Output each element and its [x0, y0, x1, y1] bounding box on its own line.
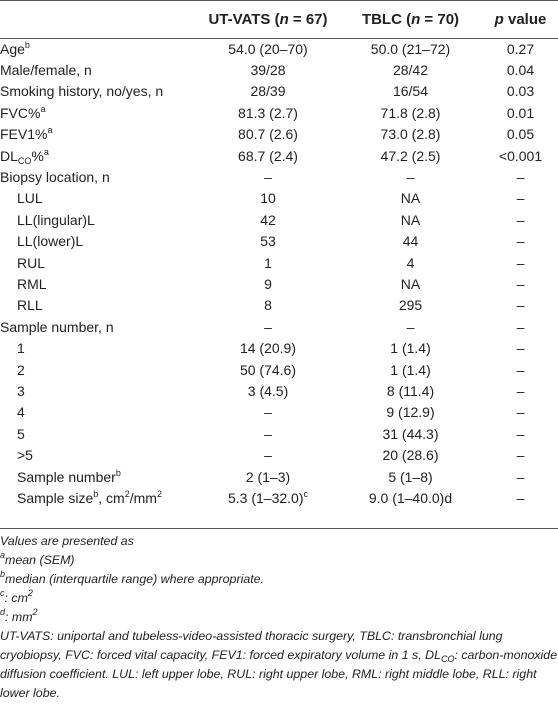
note-line: $^c$: $cm^2$: [0, 588, 33, 605]
p-value: –: [516, 190, 525, 207]
row-label: LL(lower)L: [17, 233, 84, 250]
utvats-value: –: [264, 447, 272, 464]
table-row: [0, 444, 558, 465]
table-row: [0, 81, 558, 102]
p-value: <0.001: [498, 147, 543, 164]
tblc-value: 73.0 (2.8): [380, 126, 441, 143]
row-label: $DL_{CO}\%^a$: [0, 146, 49, 166]
table-row: [0, 273, 558, 294]
utvats-value: –: [264, 425, 272, 442]
tblc-value: 9 (12.9): [386, 404, 435, 421]
p-value: –: [516, 361, 525, 378]
utvats-value: 80.7 (2.6): [238, 126, 298, 143]
row-label: RUL: [17, 254, 46, 271]
row-label: 2: [17, 361, 25, 378]
table-row: [0, 145, 558, 166]
table-footnotes: [0, 532, 558, 703]
row-label: Sample number$^b$: [17, 467, 121, 485]
p-value: 0.05: [506, 126, 535, 143]
p-value: –: [516, 447, 525, 464]
p-value: –: [516, 169, 525, 186]
table-row: [0, 359, 558, 380]
utvats-value: 28/39: [250, 83, 286, 100]
table-row: [0, 231, 558, 252]
note-line: $^a$mean (SEM): [0, 550, 75, 567]
row-label: FVC%$^a$: [0, 103, 46, 121]
tblc-value: 20 (28.6): [382, 447, 439, 464]
utvats-value: 9: [264, 275, 272, 292]
table-row: [0, 166, 558, 187]
p-value: –: [516, 404, 525, 421]
p-value: –: [516, 340, 525, 357]
utvats-value: –: [264, 169, 272, 186]
tblc-value: 1 (1.4): [390, 361, 431, 378]
p-value: 0.03: [506, 83, 535, 100]
row-label: Biopsy location, n: [0, 169, 110, 186]
note-line: Values are presented as: [0, 534, 134, 548]
table-row: [0, 487, 558, 508]
note-line: $^b$median (interquartile range) where appropriate.: [0, 569, 264, 586]
tblc-value: 9.0 (1–40.0)d: [368, 489, 453, 506]
row-label: Sample number, n: [0, 318, 114, 335]
row-label: RML: [17, 275, 47, 292]
tblc-value: 4: [406, 254, 415, 271]
utvats-value: 1: [264, 254, 272, 271]
tblc-value: 8 (11.4): [386, 382, 435, 399]
header-col-p: p value: [494, 10, 547, 28]
p-value: –: [516, 489, 525, 506]
utvats-value: 3 (4.5): [247, 382, 289, 399]
p-value: –: [516, 468, 525, 485]
tblc-value: 5 (1–8): [388, 468, 433, 485]
table-row: [0, 423, 558, 444]
p-value: –: [516, 211, 525, 228]
tblc-value: 28/42: [392, 62, 429, 79]
utvats-value: 53: [260, 233, 276, 250]
utvats-value: –: [264, 318, 272, 335]
utvats-value: 68.7 (2.4): [238, 147, 298, 164]
utvats-value: 14 (20.9): [239, 340, 297, 357]
row-label: 4: [17, 404, 25, 421]
row-label: Sample size$^b$, $cm^2/mm^2$: [17, 488, 162, 506]
tblc-value: 71.8 (2.8): [380, 104, 441, 121]
p-value: –: [516, 275, 525, 292]
tblc-value: NA: [400, 211, 421, 228]
tblc-value: –: [406, 169, 415, 186]
tblc-value: 50.0 (21–72): [370, 40, 451, 57]
tblc-value: –: [406, 318, 415, 335]
header-col-utvats: UT-VATS (n = 67): [208, 10, 328, 28]
tblc-value: NA: [400, 190, 421, 207]
row-label: LL(lingular)L: [17, 211, 95, 228]
table-row: [0, 316, 558, 337]
note-line: $^d$: $mm^2$: [0, 607, 38, 624]
tblc-value: NA: [400, 275, 421, 292]
table-row: [0, 124, 558, 145]
utvats-value: 10: [260, 190, 276, 207]
table-body: [0, 38, 558, 509]
utvats-value: 5.3 $(1-32.0)^c$: [228, 488, 308, 506]
table-row: [0, 337, 558, 358]
p-value: 0.04: [506, 62, 535, 79]
row-label: Age$^b$: [0, 39, 30, 57]
tblc-value: 47.2 (2.5): [380, 147, 441, 164]
p-value: –: [516, 318, 525, 335]
tblc-value: 44: [402, 233, 419, 250]
table-row: [0, 295, 558, 316]
row-label: 3: [17, 382, 25, 399]
utvats-value: –: [264, 404, 272, 421]
abbreviations-note: UT-VATS: uniportal and tubeless-video-assisted thoracic surgery, TBLC: transbronchial lung cryobiopsy, FVC: forced vital capacity, FEV1: forced expiratory volume in 1 s, $DL_{CO}$: carbon-monoxide diffusion coefficient. LUL: left upper lobe, RUL: right upper lobe, RML: right middle lobe, RLL: right lower lobe.: [0, 629, 558, 700]
p-value: –: [516, 425, 525, 442]
p-value: –: [516, 254, 525, 271]
p-value: –: [516, 233, 525, 250]
tblc-value: 16/54: [392, 83, 429, 100]
row-label: 5: [17, 425, 25, 442]
p-value: 0.01: [506, 104, 535, 121]
header-col-tblc: TBLC (n = 70): [361, 10, 460, 28]
table-row: [0, 209, 558, 230]
row-label: LUL: [17, 190, 43, 207]
utvats-value: 81.3 (2.7): [238, 104, 298, 121]
utvats-value: 2 (1–3): [245, 468, 291, 485]
table-row: [0, 102, 558, 123]
table-row: [0, 402, 558, 423]
utvats-value: 54.0 (20–70): [228, 40, 308, 57]
tblc-value: 1 (1.4): [390, 340, 431, 357]
row-label: Male/female, n: [0, 62, 92, 79]
table-row: [0, 38, 558, 59]
row-label: FEV1%$^a$: [0, 125, 53, 143]
row-label: RLL: [17, 297, 43, 314]
utvats-value: 42: [260, 211, 276, 228]
p-value: 0.27: [506, 40, 535, 57]
utvats-value: 39/28: [250, 62, 286, 79]
table-row: [0, 59, 558, 80]
utvats-value: 50 (74.6): [239, 361, 297, 378]
row-label: Smoking history, no/yes, n: [0, 83, 164, 100]
p-value: –: [516, 382, 525, 399]
tblc-value: 31 (44.3): [382, 425, 439, 442]
header-col-label: [0, 0, 198, 38]
header-row: [0, 0, 558, 38]
table-row: [0, 380, 558, 401]
tblc-value: 295: [398, 297, 423, 314]
row-label: 1: [17, 340, 25, 357]
table-row: [0, 252, 558, 273]
table-row: [0, 466, 558, 487]
table-row: [0, 188, 558, 209]
row-label: >5: [17, 447, 33, 464]
utvats-value: 8: [264, 297, 272, 314]
p-value: –: [516, 297, 525, 314]
bottom-rule: [0, 528, 558, 529]
